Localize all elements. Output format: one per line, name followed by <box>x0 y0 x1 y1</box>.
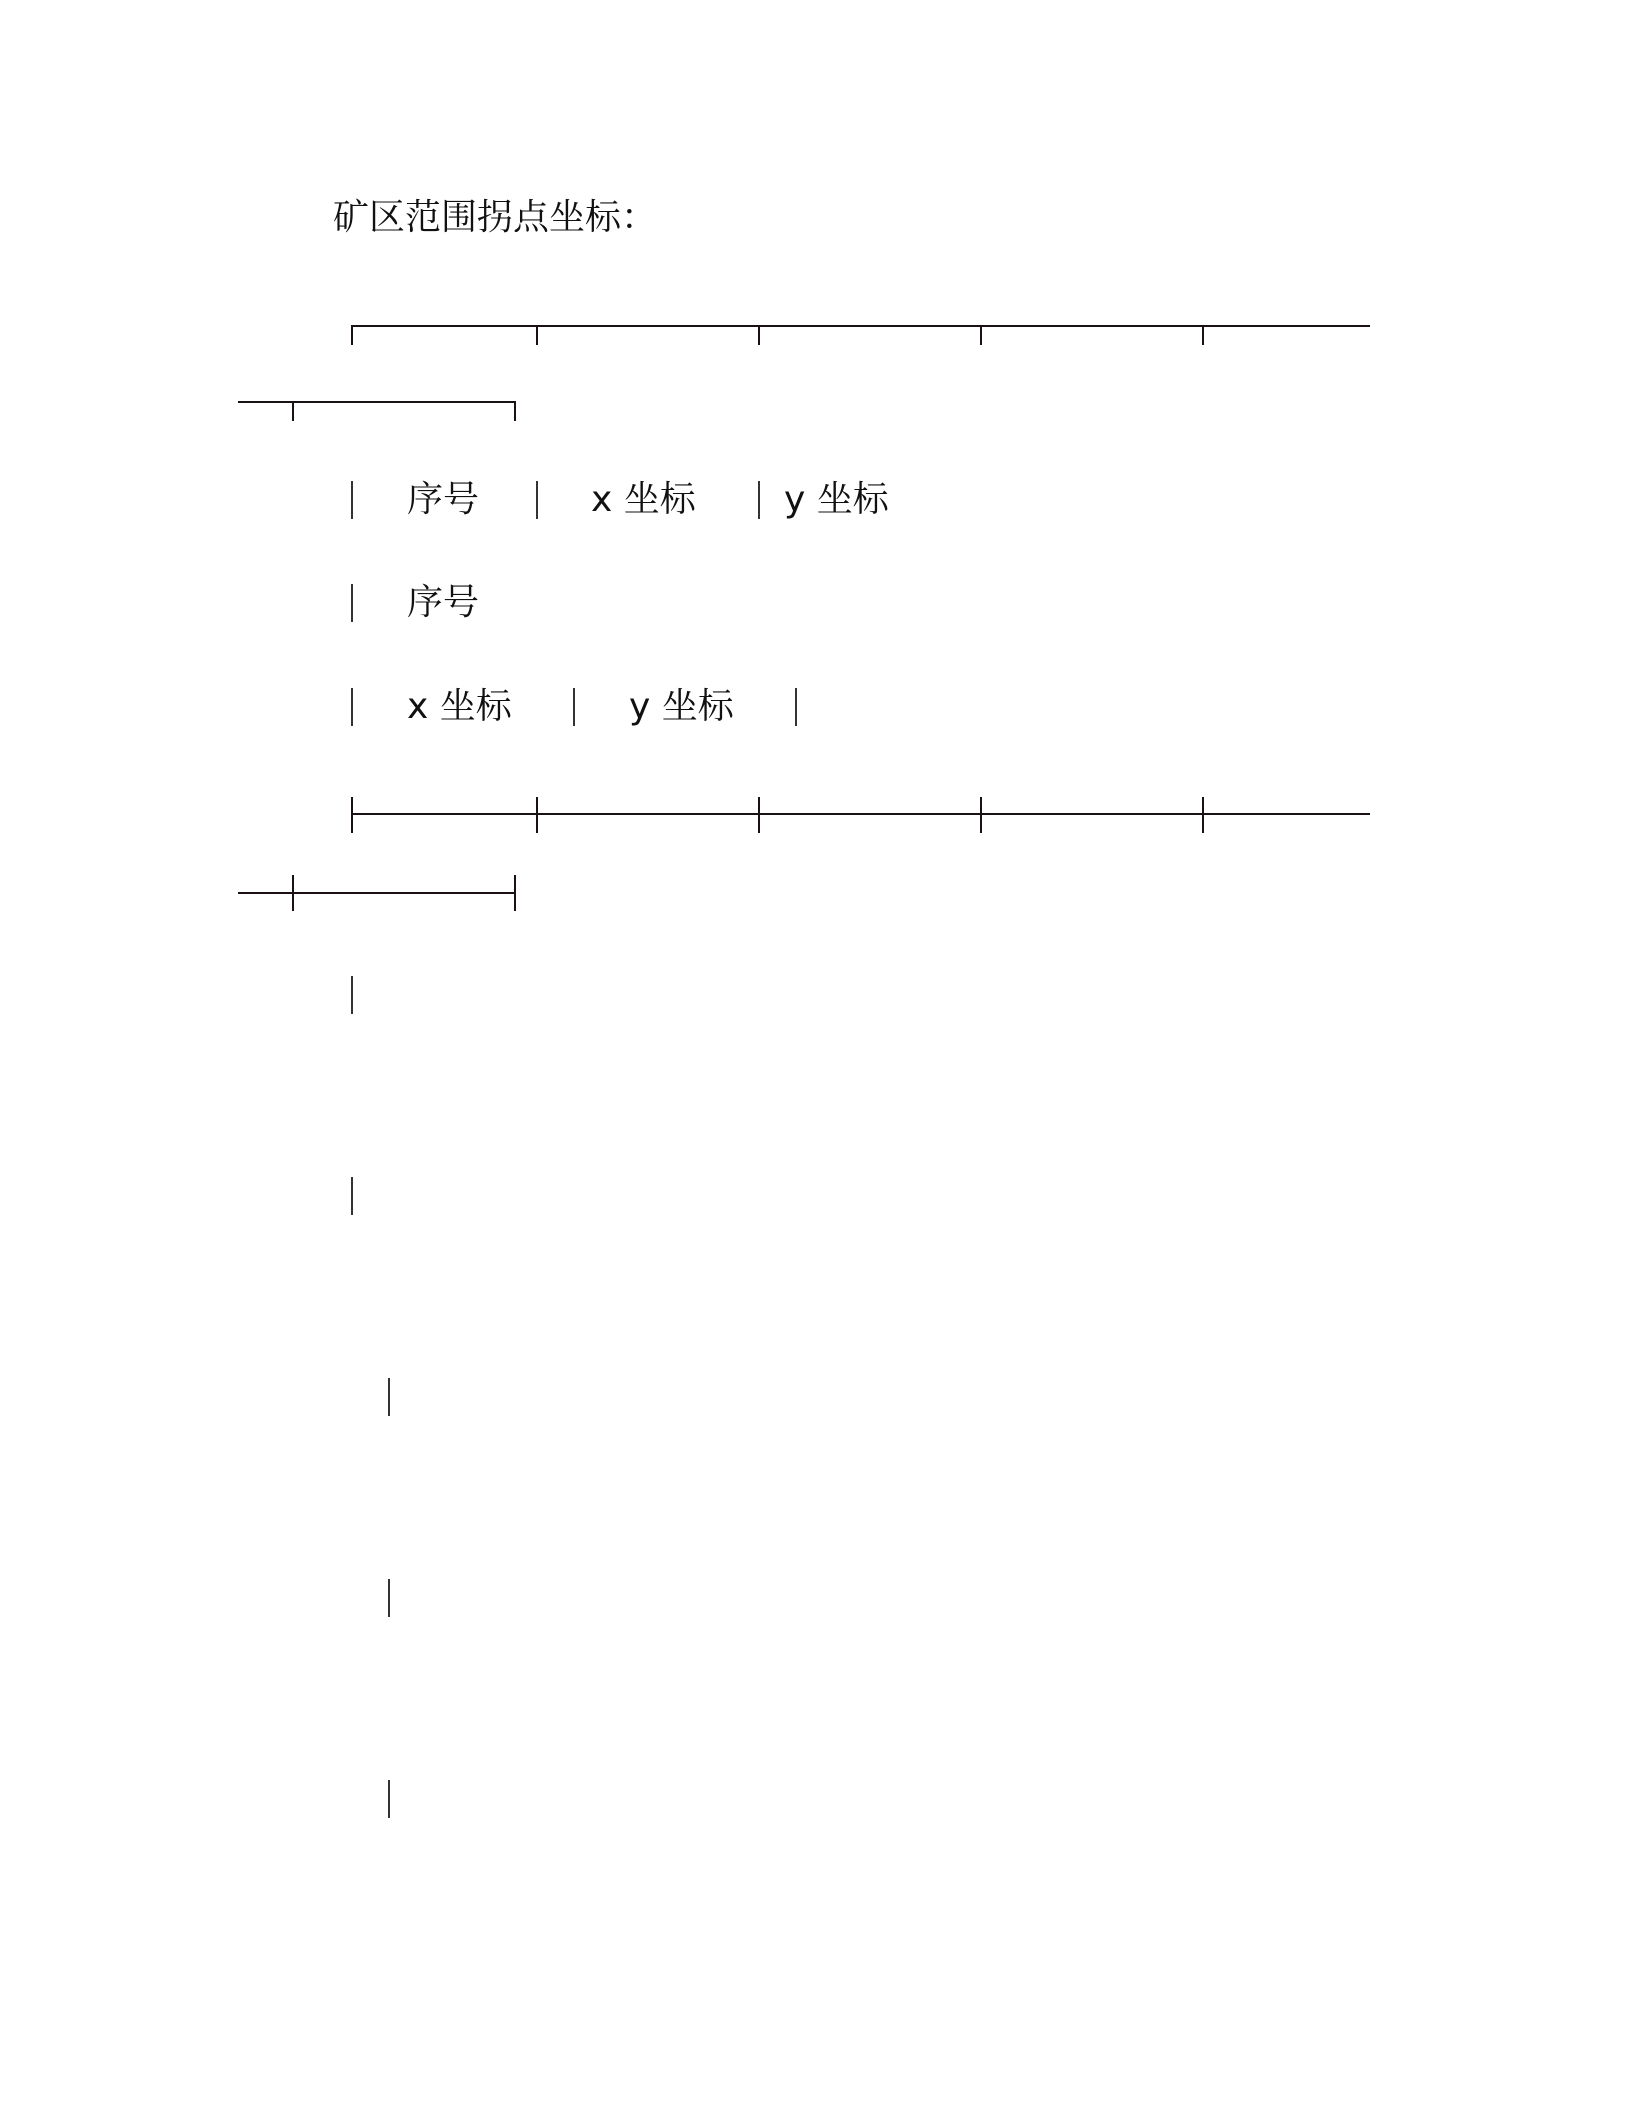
table-top-rule <box>351 325 1370 327</box>
table-top-tick <box>980 325 982 345</box>
table-separator-rule <box>351 813 1370 815</box>
cell-border <box>795 688 797 726</box>
table-top-tick <box>536 325 538 345</box>
row-border <box>388 1378 390 1416</box>
table-top-tick <box>292 401 294 421</box>
table-top-tick <box>351 325 353 345</box>
table-top-rule-continued <box>238 401 516 403</box>
table-separator-rule-continued <box>238 892 516 894</box>
cell-border <box>536 481 538 519</box>
section-title: 矿区范围拐点坐标： <box>333 197 658 238</box>
cell-border <box>573 688 575 726</box>
table-separator-tick <box>758 797 760 833</box>
table-top-tick <box>514 401 516 421</box>
table-separator-tick <box>536 797 538 833</box>
header-x-coordinate: x 坐标 <box>407 686 512 727</box>
cell-border <box>351 481 353 519</box>
row-border <box>351 976 353 1014</box>
header-x-coordinate: x 坐标 <box>591 479 696 520</box>
header-index: 序号 <box>407 582 480 623</box>
cell-border <box>351 688 353 726</box>
table-separator-tick <box>514 875 516 911</box>
cell-border <box>758 481 760 519</box>
cell-border <box>351 584 353 622</box>
table-top-tick <box>758 325 760 345</box>
row-border <box>388 1579 390 1617</box>
row-border <box>351 1177 353 1215</box>
header-index: 序号 <box>407 479 480 520</box>
header-y-coordinate: y 坐标 <box>629 686 734 727</box>
table-top-tick <box>1202 325 1204 345</box>
table-separator-tick <box>351 797 353 833</box>
table-separator-tick <box>980 797 982 833</box>
row-border <box>388 1780 390 1818</box>
header-y-coordinate: y 坐标 <box>784 479 889 520</box>
table-separator-tick <box>292 875 294 911</box>
table-separator-tick <box>1202 797 1204 833</box>
